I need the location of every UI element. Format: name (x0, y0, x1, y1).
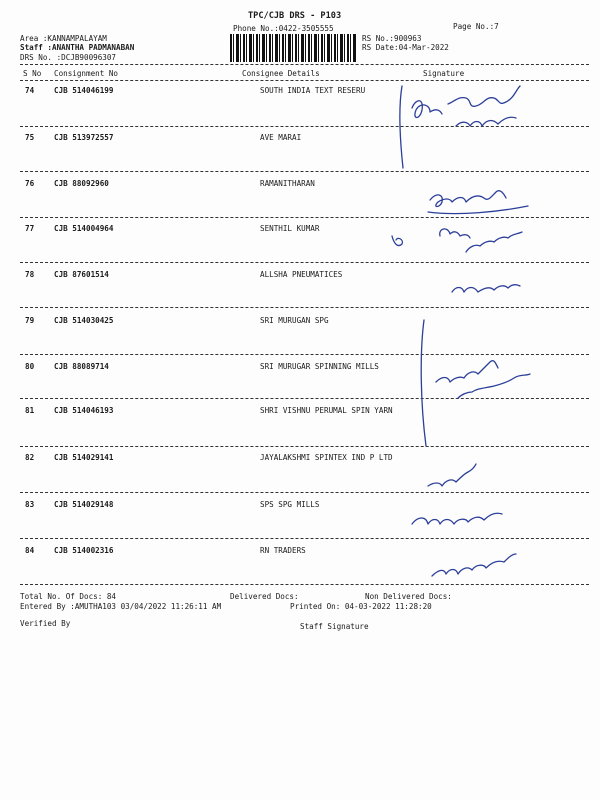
rs-date: RS Date:04-Mar-2022 (362, 43, 449, 52)
verified-by: Verified By (20, 619, 71, 628)
area-field: Area :KANNAMPALAYAM (20, 34, 107, 43)
staff-signature-label: Staff Signature (300, 622, 369, 631)
row-divider (20, 446, 589, 447)
row-sno: 75 (25, 133, 35, 142)
row-sno: 74 (25, 86, 35, 95)
signature (392, 236, 402, 246)
page-number: Page No.:7 (453, 22, 499, 31)
row-divider (20, 492, 589, 493)
row-sno: 76 (25, 179, 35, 188)
row-consignment: CJB 88089714 (54, 362, 109, 371)
signature (456, 117, 516, 126)
row-consignment: CJB 87601514 (54, 270, 109, 279)
row-consignment: CJB 514030425 (54, 316, 114, 325)
row-consignee: JAYALAKSHMI SPINTEX IND P LTD (260, 453, 393, 462)
rs-number: RS No.:900963 (362, 34, 422, 43)
row-sno: 79 (25, 316, 35, 325)
divider (20, 80, 589, 81)
row-divider (20, 584, 589, 585)
row-consignee: SOUTH INDIA TEXT RESERU (260, 86, 366, 95)
row-consignee: RN TRADERS (260, 546, 306, 555)
table-row (0, 316, 600, 328)
printed-on: Printed On: 04-03-2022 11:28:20 (290, 602, 432, 611)
row-sno: 80 (25, 362, 35, 371)
row-sno: 78 (25, 270, 35, 279)
table-row (0, 133, 600, 145)
table-row (0, 179, 600, 191)
drs-number: DRS No. :DCJB90096307 (20, 53, 117, 62)
row-sno: 83 (25, 500, 35, 509)
row-divider (20, 126, 589, 127)
signature (430, 191, 506, 207)
row-consignee: SPS SPG MILLS (260, 500, 320, 509)
row-consignment: CJB 514046193 (54, 406, 114, 415)
row-consignee: SENTHIL KUMAR (260, 224, 320, 233)
signature (452, 285, 520, 292)
signature (412, 101, 442, 118)
total-docs: Total No. Of Docs: 84 (20, 592, 117, 601)
document-title: TPC/CJB DRS - P103 (248, 11, 342, 21)
table-row (0, 86, 600, 98)
row-divider (20, 307, 589, 308)
staff-field: Staff :ANANTHA PADMANABAN (20, 43, 135, 52)
row-consignment: CJB 514029141 (54, 453, 114, 462)
row-divider (20, 398, 589, 399)
entered-by: Entered By :AMUTHA103 03/04/2022 11:26:11 AM (20, 602, 222, 611)
row-sno: 84 (25, 546, 35, 555)
table-row (0, 270, 600, 282)
phone-number: Phone No.:0422-3505555 (233, 24, 334, 33)
row-consignment: CJB 88092960 (54, 179, 109, 188)
row-consignee: SRI MURUGAN SPG (260, 316, 329, 325)
row-divider (20, 262, 589, 263)
row-consignee: AVE MARAI (260, 133, 302, 142)
column-header-consignee: Consignee Details (242, 69, 320, 78)
table-row (0, 406, 600, 418)
column-header-signature: Signature (423, 69, 465, 78)
row-divider (20, 171, 589, 172)
delivered-docs: Delivered Docs: (230, 592, 299, 601)
row-consignee: SHRI VISHNU PERUMAL SPIN YARN (260, 406, 393, 415)
row-consignee: RAMANITHARAN (260, 179, 315, 188)
non-delivered-docs: Non Delivered Docs: (365, 592, 452, 601)
table-row (0, 546, 600, 558)
table-row (0, 453, 600, 465)
signature (412, 513, 502, 524)
table-row (0, 224, 600, 236)
signature (428, 206, 528, 214)
row-consignee: ALLSHA PNEUMATICES (260, 270, 343, 279)
row-divider (20, 354, 589, 355)
row-consignment: CJB 514002316 (54, 546, 114, 555)
row-consignment: CJB 514004964 (54, 224, 114, 233)
column-header-consignment: Consignment No (54, 69, 119, 78)
row-consignment: CJB 514029148 (54, 500, 114, 509)
row-sno: 82 (25, 453, 35, 462)
barcode (230, 34, 356, 62)
row-divider (20, 217, 589, 218)
column-header-sno: S No (23, 69, 42, 78)
signature (428, 464, 476, 486)
row-consignee: SRI MURUGAR SPINNING MILLS (260, 362, 379, 371)
table-row (0, 500, 600, 512)
signature-bracket (400, 86, 403, 168)
divider (20, 64, 589, 65)
signature-bracket (421, 320, 426, 446)
row-divider (20, 538, 589, 539)
signature (458, 374, 530, 398)
row-sno: 81 (25, 406, 35, 415)
row-consignment: CJB 514046199 (54, 86, 114, 95)
row-consignment: CJB 513972557 (54, 133, 114, 142)
table-row (0, 362, 600, 374)
row-sno: 77 (25, 224, 35, 233)
